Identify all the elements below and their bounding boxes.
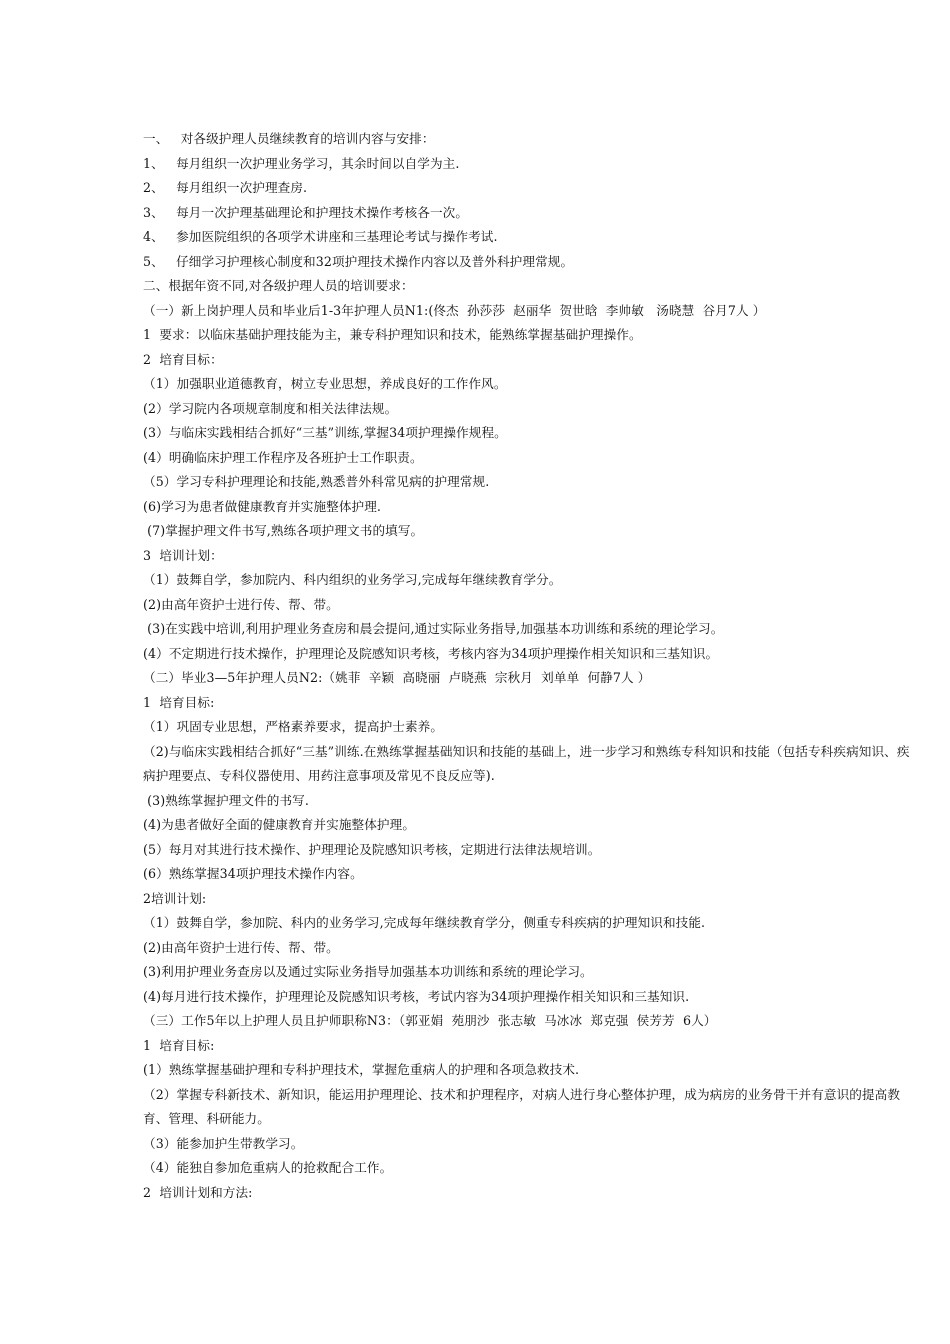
paragraph-line: 2、 每月组织一次护理查房. xyxy=(143,180,308,195)
paragraph-line: 4、 参加医院组织的各项学术讲座和三基理论考试与操作考试. xyxy=(143,229,498,244)
paragraph-line: （3）能参加护生带教学习。 xyxy=(143,1135,304,1151)
paragraph-line: (2)由高年资护士进行传、帮、带。 xyxy=(143,596,339,612)
paragraph-line: 3 培训计划： xyxy=(143,547,223,563)
paragraph-line: （1）鼓舞自学，参加院内、科内组织的业务学习,完成每年继续教育学分。 xyxy=(143,572,562,587)
paragraph-line: (3)利用护理业务查房以及通过实际业务指导加强基本功训练和系统的理论学习。 xyxy=(143,964,593,979)
paragraph-line: (2)由高年资护士进行传、帮、带。 xyxy=(143,939,339,955)
paragraph-line: （5）学习专科护理理论和技能,熟悉普外科常见病的护理常规. xyxy=(143,474,490,489)
paragraph-line: (3）与临床实践相结合抓好“三基”训练,掌握34项护理操作规程。 xyxy=(143,425,507,440)
paragraph-line: 1、 每月组织一次护理业务学习，其余时间以自学为主. xyxy=(143,155,460,171)
paragraph-line: (5）每月对其进行技术操作、护理理论及院感知识考核，定期进行法律法规培训。 xyxy=(143,841,601,857)
document-body xyxy=(143,127,918,1205)
paragraph-line: (4)每月进行技术操作，护理理论及院感知识考核，考试内容为34项护理操作相关知识和三基知识. xyxy=(143,988,690,1004)
paragraph-line: 5、 仔细学习护理核心制度和32项护理技术操作内容以及普外科护理常规。 xyxy=(143,253,574,269)
section-heading-2: 二、根据年资不同,对各级护理人员的培训要求： xyxy=(143,278,414,293)
paragraph-line: (4）明确临床护理工作程序及各班护士工作职责。 xyxy=(143,449,423,465)
paragraph-line: (3)熟练掌握护理文件的书写. xyxy=(143,792,309,808)
paragraph-line: (4）不定期进行技术操作，护理理论及院感知识考核，考核内容为34项护理操作相关知识和三基知识。 xyxy=(143,645,719,661)
paragraph-line: (6)学习为患者做健康教育并实施整体护理. xyxy=(143,498,382,514)
paragraph-line: (6）熟练掌握34项护理技术操作内容。 xyxy=(143,866,363,881)
paragraph-line: （1）加强职业道德教育，树立专业思想，养成良好的工作作风。 xyxy=(143,376,507,391)
paragraph-line: (4)为患者做好全面的健康教育并实施整体护理。 xyxy=(143,817,416,832)
paragraph-line: 3、 每月一次护理基础理论和护理技术操作考核各一次。 xyxy=(143,204,469,220)
paragraph-line: 2 培育目标： xyxy=(143,351,223,367)
section-heading-1: 一、 对各级护理人员继续教育的培训内容与安排： xyxy=(143,131,435,146)
subsection-heading-n2: （二）毕业3—5年护理人员N2:（姚菲 辛颖 高晓丽 卢晓燕 宗秋月 刘单单 何静7人 ） xyxy=(143,670,651,685)
paragraph-line: (3)在实践中培训,利用护理业务查房和晨会提问,通过实际业务指导,加强基本功训练和系统的理论学习。 xyxy=(143,621,724,636)
subsection-heading-n3: （三）工作5年以上护理人员且护师职称N3：（郭亚娟 苑朋沙 张志敏 马冰冰 郑克强 侯芳芳 6人） xyxy=(143,1013,717,1028)
paragraph-line: (7)掌握护理文件书写,熟练各项护理文书的填写。 xyxy=(143,523,424,538)
paragraph-wrapped: （2）掌握专科新技术、新知识，能运用护理理论、技术和护理程序，对病人进行身心整体护理，成为病房的业务骨干并有意识的提高教育、管理、科研能力。 xyxy=(143,1086,901,1126)
paragraph-line: 2 培训计划和方法: xyxy=(143,1184,253,1200)
paragraph-line: (2）学习院内各项规章制度和相关法律法规。 xyxy=(143,400,398,416)
paragraph-line: (1）熟练掌握基础护理和专科护理技术，掌握危重病人的护理和各项急救技术. xyxy=(143,1062,580,1077)
paragraph-wrapped: （2)与临床实践相结合抓好“三基”训练.在熟练掌握基础知识和技能的基础上，进一步学习和熟练专科知识和技能（包括专科疾病知识、疾病护理要点、专科仪器使用、用药注意事项及常见不良反应等). xyxy=(143,743,910,783)
subsection-heading-n1: （一）新上岗护理人员和毕业后1-3年护理人员N1:(佟杰 孙莎莎 赵丽华 贺世晗 李帅敏 汤晓慧 谷月7人 ） xyxy=(143,302,766,318)
paragraph-line: （4）能独自参加危重病人的抢救配合工作。 xyxy=(143,1160,393,1175)
paragraph-line: （1）鼓舞自学，参加院、科内的业务学习,完成每年继续教育学分，侧重专科疾病的护理知识和技能. xyxy=(143,915,706,930)
paragraph-line: 1 要求：以临床基础护理技能为主，兼专科护理知识和技术，能熟练掌握基础护理操作。 xyxy=(143,327,642,342)
paragraph-line: 1 培育目标: xyxy=(143,694,215,710)
paragraph-line: 2培训计划: xyxy=(143,890,207,906)
paragraph-line: （1）巩固专业思想，严格素养要求，提高护士素养。 xyxy=(143,719,444,734)
paragraph-line: 1 培育目标: xyxy=(143,1037,215,1053)
